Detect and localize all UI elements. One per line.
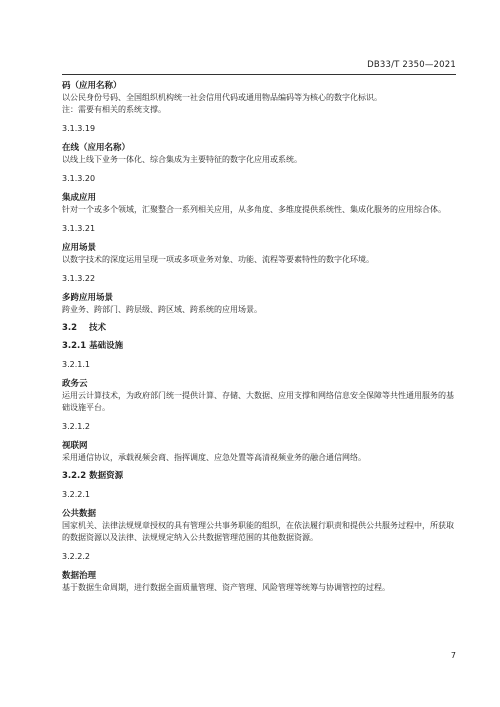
term-title: 视联网 (62, 441, 88, 451)
term-entry (62, 173, 456, 216)
term-title: 码（应用名称） (62, 81, 122, 91)
clause-number: 3.1.3.21 (62, 224, 96, 233)
term-entry (62, 421, 456, 464)
section-title: 技术 (88, 323, 106, 333)
term-entry (62, 551, 456, 594)
term-entry (62, 223, 456, 266)
document-body (62, 80, 456, 594)
term-entry (62, 80, 456, 116)
term-definition: 跨业务、跨部门、跨层级、跨区域、跨系统的应用场景。 (62, 305, 262, 314)
section-title: 基础设施 (89, 341, 124, 351)
term-definition: 国家机关、法律法规规章授权的具有管理公共事务职能的组织，在依法履行职责和提供公共服务过程中，所获取的数据资源以及法律、法规规定纳入公共数据管理范围的其他数据资源。 (62, 521, 454, 542)
section-number: 3.2.1 (62, 341, 87, 351)
section-heading (62, 340, 456, 352)
clause-number: 3.1.3.19 (62, 124, 96, 133)
term-entry (62, 123, 456, 166)
clause-number: 3.2.2.1 (62, 490, 90, 499)
clause-number: 3.2.1.1 (62, 360, 90, 369)
term-title: 多跨应用场景 (62, 293, 114, 303)
term-entry (62, 273, 456, 316)
term-title: 集成应用 (62, 193, 97, 203)
header-rule (62, 74, 456, 75)
term-definition: 针对一个或多个领域，汇聚整合一系列相关应用，从多角度、多维度提供系统性、集成化服务的应用综合体。 (62, 205, 446, 214)
term-entry (62, 489, 456, 544)
section-number: 3.2.2 (62, 471, 87, 481)
term-definition: 以线上线下业务一体化、综合集成为主要特征的数字化应用或系统。 (62, 155, 302, 164)
section-number: 3.2 (62, 323, 78, 333)
clause-number: 3.1.3.20 (62, 174, 96, 183)
term-title: 数据治理 (62, 571, 97, 581)
term-note: 注：需要有相关的系统支撑。 (62, 105, 166, 114)
document-number: DB33/T 2350—2021 (367, 60, 456, 70)
term-definition: 采用通信协议，承载视频会商、指挥调度、应急处置等高清视频业务的融合通信网络。 (62, 453, 366, 462)
clause-number: 3.2.2.2 (62, 552, 90, 561)
term-title: 政务云 (62, 379, 88, 389)
term-definition: 基于数据生命周期，进行数据全面质量管理、资产管理、风险管理等统筹与协调管控的过程。 (62, 583, 390, 592)
term-title: 应用场景 (62, 243, 97, 253)
term-definition: 运用云计算技术，为政府部门统一提供计算、存储、大数据、应用支撑和网络信息安全保障等共性通用服务的基础设施平台。 (62, 391, 454, 412)
page-number: 7 (450, 651, 456, 660)
clause-number: 3.2.1.2 (62, 422, 90, 431)
clause-number: 3.1.3.22 (62, 274, 96, 283)
term-entry (62, 359, 456, 414)
section-heading (62, 322, 456, 334)
term-title: 在线（应用名称） (62, 143, 131, 153)
section-title: 数据资源 (89, 471, 124, 481)
term-definition: 以公民身份号码、全国组织机构统一社会信用代码或通用物品编码等为核心的数字化标识。 (62, 93, 382, 102)
term-definition: 以数字技术的深度运用呈现一项或多项业务对象、功能、流程等要素特性的数字化环境。 (62, 255, 374, 264)
section-heading (62, 470, 456, 482)
term-title: 公共数据 (62, 509, 97, 519)
